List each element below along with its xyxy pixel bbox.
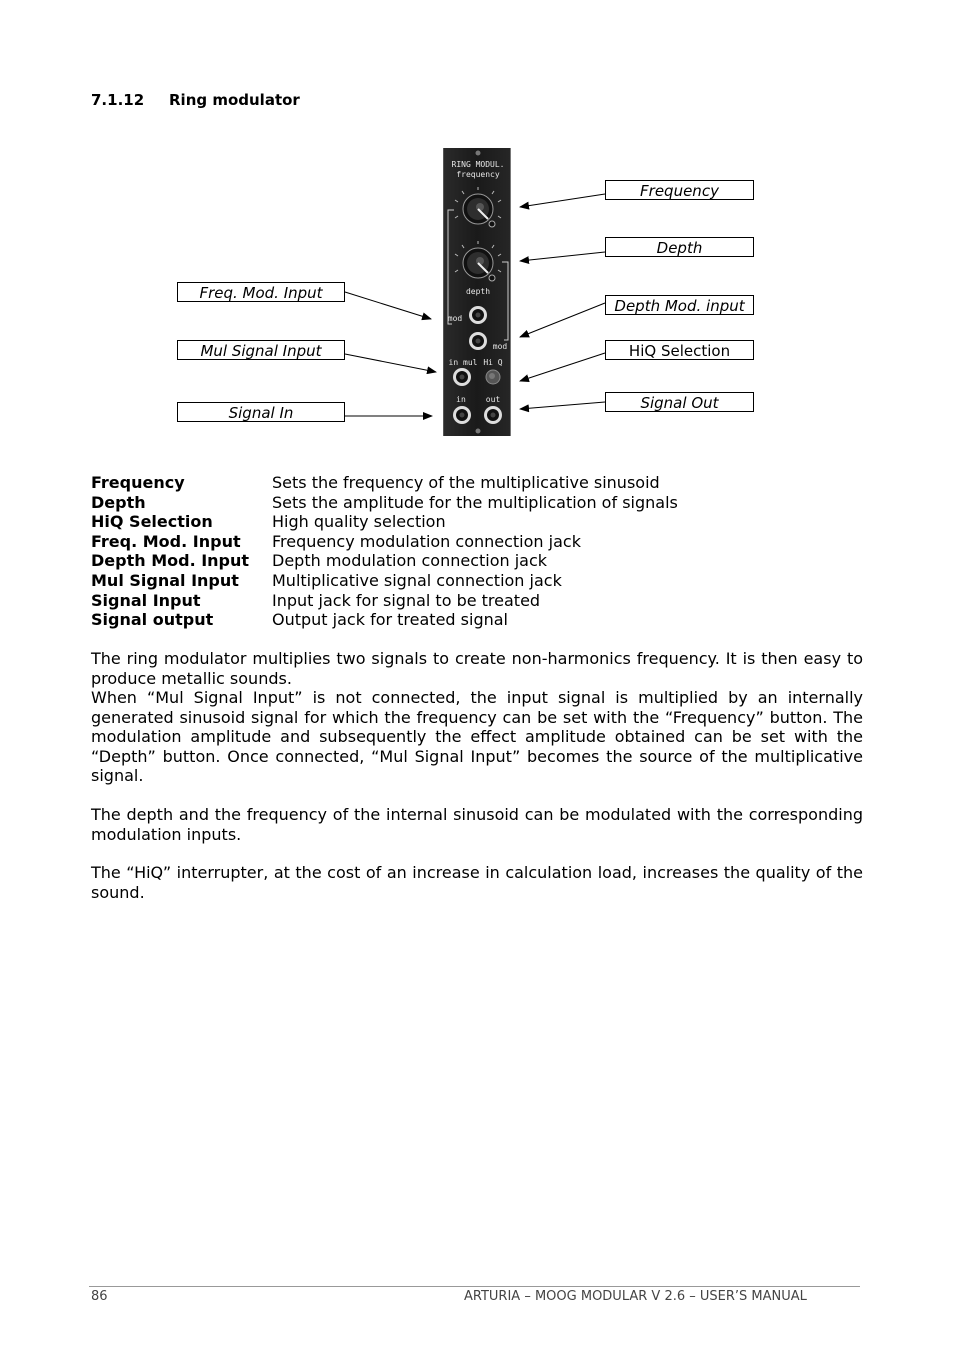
paragraph-text: The ring modulator multiplies two signals to create non-harmonics frequency. It is then easy to produce metallic sounds. bbox=[91, 649, 863, 688]
definition-row bbox=[91, 473, 678, 493]
definition-desc: Input jack for signal to be treated bbox=[272, 590, 541, 610]
paragraph-hiq bbox=[91, 863, 863, 902]
panel-in-label: in bbox=[456, 395, 466, 404]
definition-row bbox=[91, 551, 678, 571]
callout-arrows bbox=[0, 0, 954, 460]
definition-term: Depth Mod. Input bbox=[91, 551, 250, 571]
callout-signal-out: Signal Out bbox=[605, 392, 754, 412]
callout-hiq-selection: HiQ Selection bbox=[605, 340, 754, 360]
definition-desc: High quality selection bbox=[272, 512, 446, 532]
panel-frequency-label: frequency bbox=[456, 170, 500, 179]
definition-row bbox=[91, 532, 678, 552]
section-number: 7.1.12 bbox=[91, 91, 145, 109]
definition-row bbox=[91, 610, 678, 630]
definition-term: HiQ Selection bbox=[91, 512, 213, 532]
paragraph-text: When “Mul Signal Input” is not connected, the input signal is multiplied by an internally generated sinusoid signal for which the frequency can be set with the “Frequency” button. The modulation amplitude and subsequently the effect amplitude obtained can be set with the “Depth” button. Once connected, “Mul Signal Input” becomes the source of the multiplicative signal. bbox=[91, 688, 863, 785]
definition-term: Mul Signal Input bbox=[91, 570, 239, 590]
definition-desc: Depth modulation connection jack bbox=[272, 551, 548, 571]
paragraph-text: The depth and the frequency of the internal sinusoid can be modulated with the corresponding modulation inputs. bbox=[91, 805, 863, 844]
footer-divider bbox=[89, 1286, 860, 1287]
panel-depth-label: depth bbox=[465, 287, 491, 296]
definition-term: Freq. Mod. Input bbox=[91, 531, 241, 551]
definition-row bbox=[91, 571, 678, 591]
definition-row bbox=[91, 591, 678, 611]
panel-title: RING MODUL. bbox=[451, 160, 505, 169]
arrow-freq-mod bbox=[345, 292, 431, 319]
arrow-hiq bbox=[520, 353, 605, 381]
callout-freq-mod-input: Freq. Mod. Input bbox=[177, 282, 345, 302]
callout-depth-mod-input: Depth Mod. input bbox=[605, 295, 754, 315]
panel-out-label: out bbox=[485, 395, 501, 404]
panel-hiq-label: Hi Q bbox=[483, 358, 503, 367]
callout-mul-signal-input: Mul Signal Input bbox=[177, 340, 345, 360]
callout-signal-in: Signal In bbox=[177, 402, 345, 422]
definition-desc: Sets the frequency of the multiplicative sinusoid bbox=[272, 473, 660, 492]
definition-desc: Output jack for treated signal bbox=[272, 610, 508, 630]
page-number: 86 bbox=[91, 1289, 108, 1304]
definition-row bbox=[91, 512, 678, 532]
definition-term: Frequency bbox=[91, 473, 185, 492]
definition-term: Depth bbox=[91, 492, 146, 512]
definition-term: Signal output bbox=[91, 610, 214, 630]
arrow-depth bbox=[520, 252, 605, 261]
panel-in-mul-label: in mul bbox=[448, 358, 478, 367]
panel-mod-right-label: mod bbox=[492, 342, 508, 351]
panel-mod-left-label: mod bbox=[447, 314, 463, 323]
arrow-mul-signal bbox=[345, 354, 436, 372]
definition-term: Signal Input bbox=[91, 590, 201, 610]
footer-title: ARTURIA – MOOG MODULAR V 2.6 – USER’S MANUAL bbox=[464, 1289, 807, 1304]
definition-desc: Multiplicative signal connection jack bbox=[272, 570, 562, 590]
ring-modulator-diagram bbox=[0, 0, 954, 460]
callout-depth: Depth bbox=[605, 237, 754, 257]
section-title: Ring modulator bbox=[169, 91, 300, 109]
definition-desc: Sets the amplitude for the multiplication of signals bbox=[272, 492, 678, 512]
arrow-signal-out bbox=[520, 402, 605, 409]
paragraph-text: The “HiQ” interrupter, at the cost of an increase in calculation load, increases the quality of the sound. bbox=[91, 863, 863, 902]
definition-desc: Frequency modulation connection jack bbox=[272, 531, 581, 551]
arrow-depth-mod bbox=[520, 303, 605, 337]
definition-row bbox=[91, 493, 678, 513]
paragraph-intro bbox=[91, 649, 863, 786]
callout-frequency: Frequency bbox=[605, 180, 754, 200]
paragraph-modulation bbox=[91, 805, 863, 844]
definition-list bbox=[91, 473, 678, 630]
arrow-frequency bbox=[520, 194, 605, 207]
